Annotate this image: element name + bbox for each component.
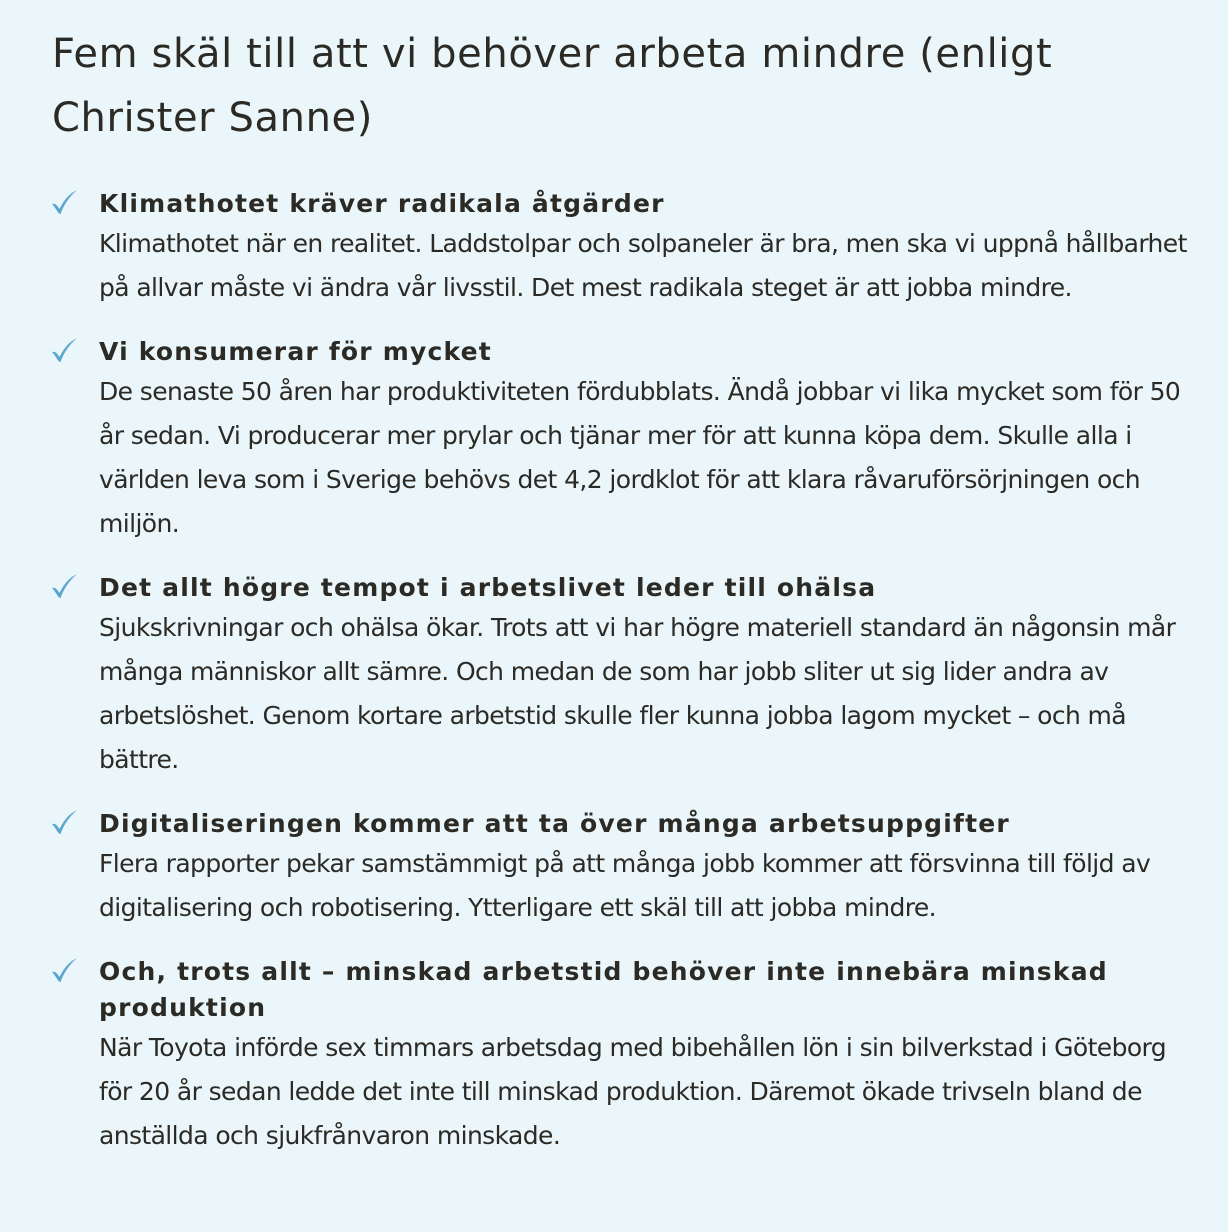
list-item	[52, 954, 1188, 1158]
checkmark-icon	[49, 955, 79, 985]
list-item	[52, 806, 1188, 930]
reason-text: När Toyota införde sex timmars arbetsdag med bibehållen lön i sin bilverkstad i Göteborg för 20 år sedan ledde det inte till minskad produktion. Däremot ökade trivseln bland de anställda och sjukfrånvaron minskade.	[99, 1033, 1167, 1150]
page-title: Fem skäl till att vi behöver arbeta mindre (enligt Christer Sanne)	[52, 31, 1053, 141]
reason-heading: Det allt högre tempot i arbetslivet leder till ohälsa	[99, 573, 877, 602]
reason-text: De senaste 50 åren har produktiviteten fördubblats. Ändå jobbar vi lika mycket som för 50 år sedan. Vi producerar mer prylar och tjänar mer för att kunna köpa dem. Skulle alla i världen leva som i Sverige behövs det 4,2 jordklot för att klara råvaruförsörjningen och miljön.	[99, 377, 1181, 538]
checkmark-icon	[49, 571, 79, 601]
reason-heading: Vi konsumerar för mycket	[99, 337, 492, 366]
checkmark-icon	[49, 187, 79, 217]
reason-heading: Och, trots allt – minskad arbetstid behöver inte innebära minskad produktion	[99, 957, 1108, 1022]
checkmark-icon	[49, 335, 79, 365]
reasons-list	[52, 186, 1188, 1158]
reason-heading: Digitaliseringen kommer att ta över många arbetsuppgifter	[99, 809, 1010, 838]
reason-text: Klimathotet när en realitet. Laddstolpar och solpaneler är bra, men ska vi uppnå hållbarhet på allvar måste vi ändra vår livsstil. Det mest radikala steget är att jobba mindre.	[99, 229, 1187, 302]
checkmark-icon	[49, 807, 79, 837]
list-item	[52, 334, 1188, 546]
reason-heading: Klimathotet kräver radikala åtgärder	[99, 189, 665, 218]
list-item	[52, 570, 1188, 782]
reason-text: Flera rapporter pekar samstämmigt på att många jobb kommer att försvinna till följd av digitalisering och robotisering. Ytterligare ett skäl till att jobba mindre.	[99, 849, 1151, 922]
list-item	[52, 186, 1188, 310]
reason-text: Sjukskrivningar och ohälsa ökar. Trots att vi har högre materiell standard än någonsin mår många människor allt sämre. Och medan de som har jobb sliter ut sig lider andra av arbetslöshet. Genom kortare arbetstid skulle fler kunna jobba lagom mycket – och må bättre.	[99, 613, 1176, 774]
